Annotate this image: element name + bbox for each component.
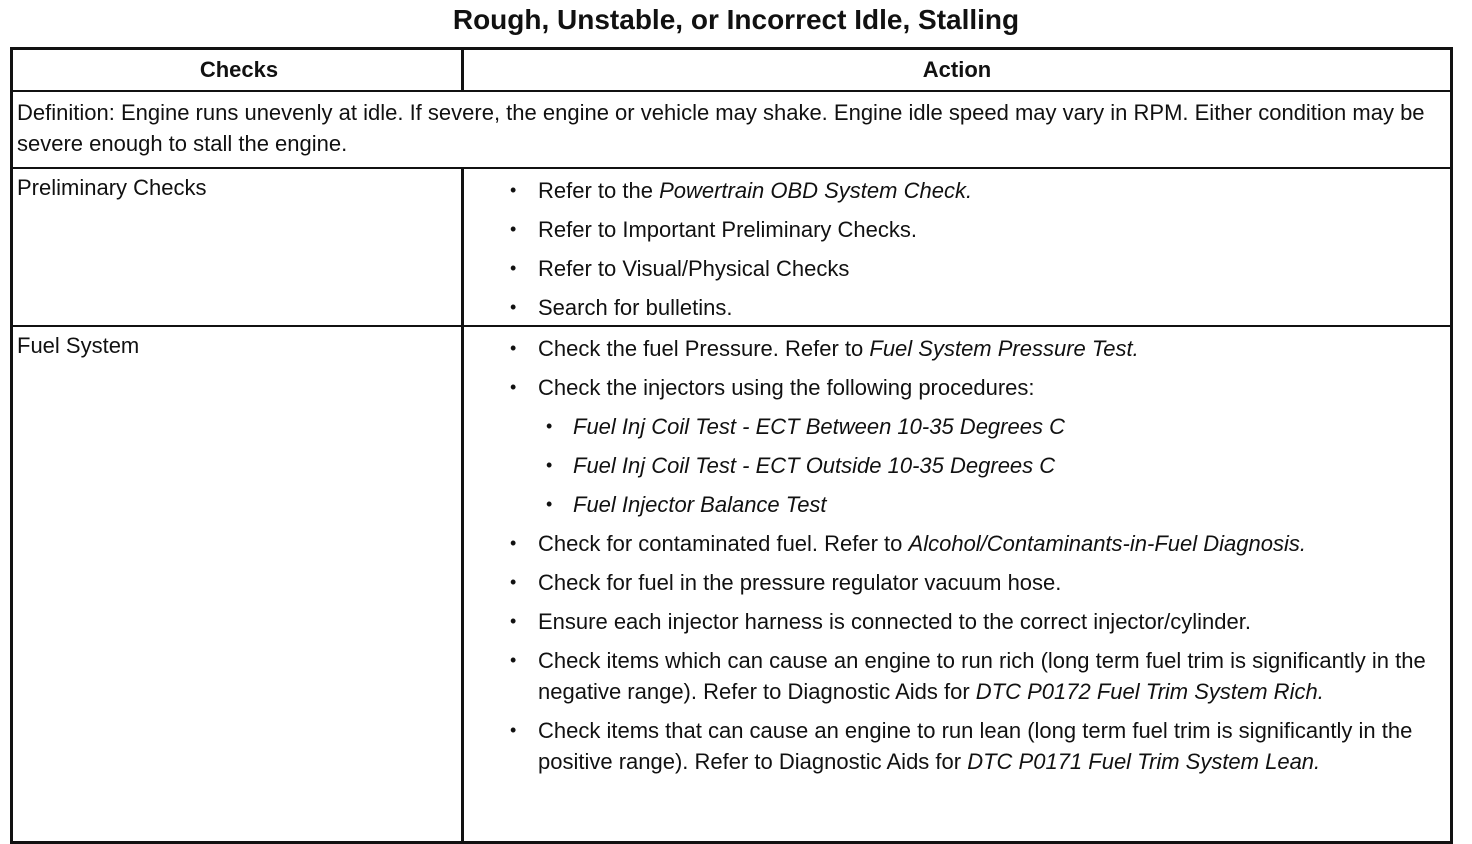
- list-item: [464, 175, 1440, 206]
- checks-column-header: Checks: [13, 50, 464, 90]
- page-title: Rough, Unstable, or Incorrect Idle, Stalling: [452, 4, 1020, 35]
- diagnostic-table: [10, 47, 1453, 844]
- list-item: [464, 645, 1440, 707]
- action-reference: Fuel Injector Balance Test: [573, 492, 827, 517]
- action-reference: Fuel System Pressure Test.: [869, 336, 1139, 361]
- action-text: Check for fuel in the pressure regulator vacuum hose.: [538, 570, 1062, 595]
- list-item: [464, 292, 1440, 323]
- action-text: Check items which can cause an engine to run rich (long term fuel trim is significantly in the negative range). Refer to Diagnostic Aids for: [538, 648, 1426, 704]
- list-item: [464, 214, 1440, 245]
- action-list: [464, 327, 1450, 777]
- table-header-row: [13, 50, 1450, 90]
- action-text: Refer to Important Preliminary Checks.: [538, 217, 918, 242]
- action-reference: Fuel Inj Coil Test - ECT Between 10-35 Degrees C: [573, 414, 1065, 439]
- action-text: Search for bulletins.: [538, 295, 733, 320]
- action-text: Check items that can cause an engine to run lean (long term fuel trim is significantly in the positive range). Refer to Diagnostic Aids for: [538, 718, 1413, 774]
- action-text: Check the fuel Pressure. Refer to: [538, 336, 870, 361]
- check-label: Fuel System: [13, 327, 464, 841]
- list-item: [464, 411, 1440, 442]
- list-item: [464, 450, 1440, 481]
- list-item: [464, 606, 1440, 637]
- action-text: Check the injectors using the following procedures:: [538, 375, 1035, 400]
- action-reference: Alcohol/Contaminants-in-Fuel Diagnosis.: [908, 531, 1306, 556]
- check-label: Preliminary Checks: [13, 169, 464, 325]
- list-item: [464, 715, 1440, 777]
- action-text: Refer to Visual/Physical Checks: [538, 256, 850, 281]
- list-item: [464, 528, 1440, 559]
- action-reference: Fuel Inj Coil Test - ECT Outside 10-35 Degrees C: [573, 453, 1056, 478]
- action-reference: DTC P0171 Fuel Trim System Lean.: [967, 749, 1321, 774]
- list-item: [464, 253, 1440, 284]
- action-reference: Powertrain OBD System Check.: [659, 178, 973, 203]
- list-item: [464, 567, 1440, 598]
- list-item: [464, 372, 1440, 403]
- list-item: [464, 333, 1440, 364]
- action-text: Check for contaminated fuel. Refer to: [538, 531, 909, 556]
- action-text: Refer to the: [538, 178, 660, 203]
- table-row: [13, 167, 1450, 325]
- table-row: [13, 325, 1450, 841]
- action-column-header: Action: [922, 57, 992, 82]
- action-list: [464, 169, 1450, 323]
- list-item: [464, 489, 1440, 520]
- action-reference: DTC P0172 Fuel Trim System Rich.: [975, 679, 1324, 704]
- definition-row: [13, 90, 1450, 167]
- action-text: Ensure each injector harness is connected to the correct injector/cylinder.: [538, 609, 1251, 634]
- definition-text: Definition: Engine runs unevenly at idle. If severe, the engine or vehicle may shake. Engine idle speed may vary in RPM. Either condition may be severe enough to stall the engine.: [17, 100, 1425, 156]
